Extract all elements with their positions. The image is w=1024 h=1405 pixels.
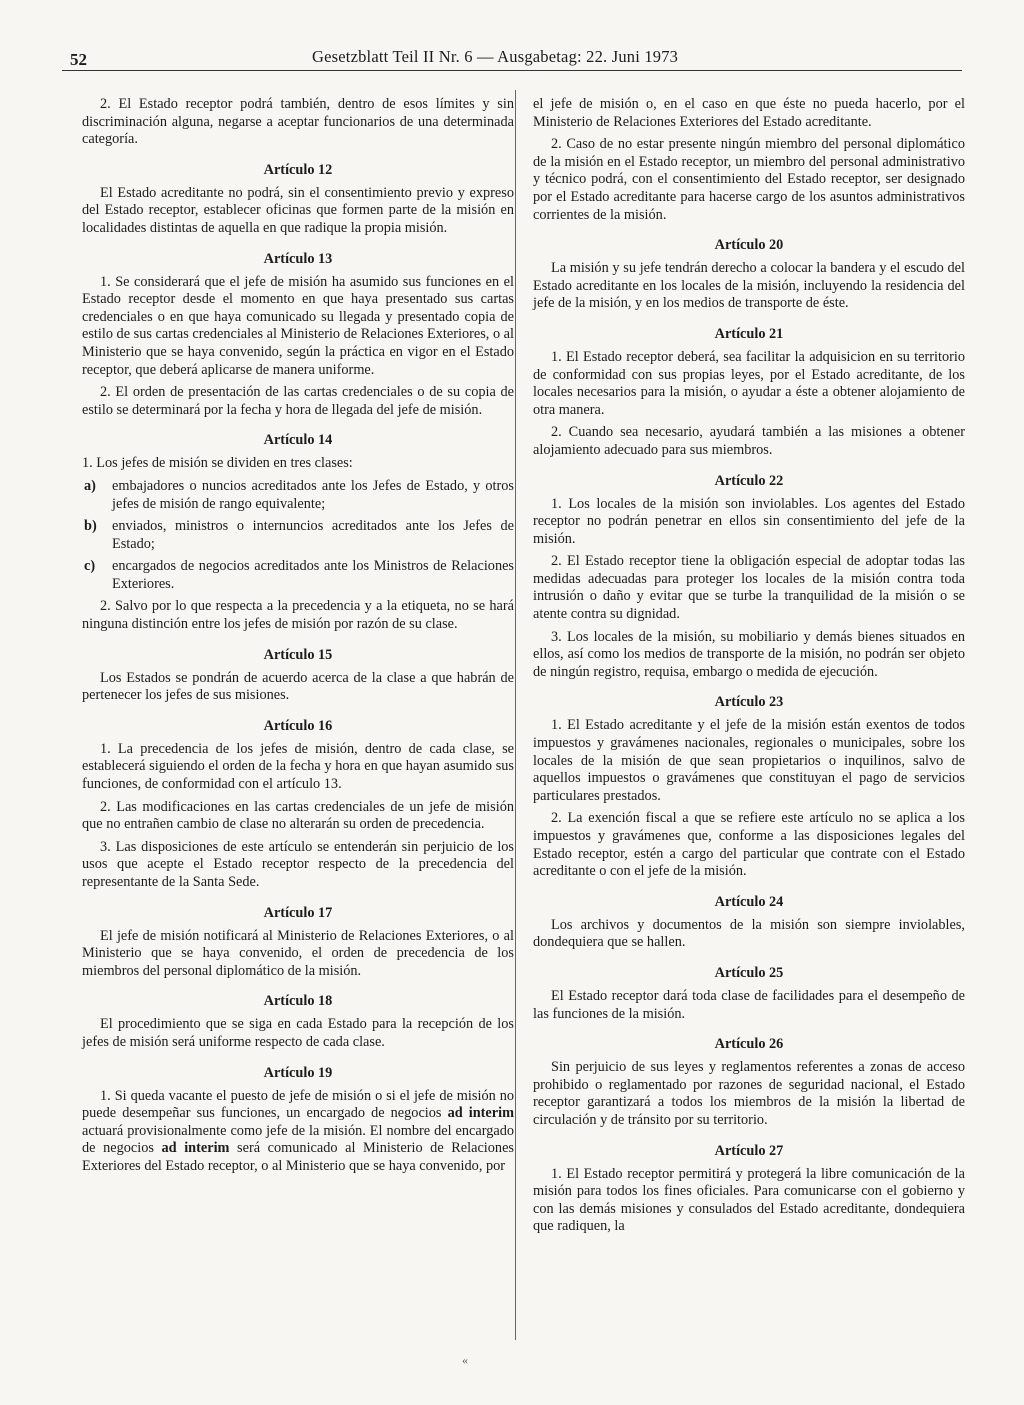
paragraph: El jefe de misión notificará al Ministerio de Relaciones Exteriores, o al Ministerio que se haya convenido, el orden de precedencia de los miembros del personal diplomático de la misión. xyxy=(82,927,514,979)
paragraph: Los Estados se pondrán de acuerdo acerca de la clase a que habrán de pertenecer los jefes de sus misiones. xyxy=(82,669,514,704)
paragraph: 2. El orden de presentación de las cartas credenciales o de su copia de estilo se determinará por la fecha y hora de llegada del jefe de misión. xyxy=(82,384,514,418)
list-item xyxy=(82,518,514,553)
paragraph: 2. El Estado receptor tiene la obligación especial de adoptar todas las medidas adecuadas para proteger los locales de la misión contra toda intrusión o daño y evitar que se turbe la tranquilidad de la misión o se atente contra su dignidad. xyxy=(533,553,965,623)
paragraph: La misión y su jefe tendrán derecho a colocar la bandera y el escudo del Estado acreditante en los locales de la misión, incluyendo la residencia del jefe de la misión, y en los medios de transporte de éste. xyxy=(533,260,965,312)
paragraph: 1. El Estado receptor deberá, sea facilitar la adquisicion en su territorio de conformidad con sus propias leyes, por el Estado acreditante, de los locales necesarios para la misión, o ayudar a éste a obtener alojamiento de otra manera. xyxy=(533,348,965,418)
paragraph: Los archivos y documentos de la misión son siempre inviolables, dondequiera que se hallen. xyxy=(533,916,965,951)
list-text: enviados, ministros o internuncios acreditados ante los Jefes de Estado; xyxy=(112,518,514,552)
column-divider xyxy=(515,90,516,1340)
paragraph: 1. La precedencia de los jefes de misión, dentro de cada clase, se establecerá siguiendo el orden de la fecha y hora en que hayan asumido sus funciones, de conformidad con el artículo 13. xyxy=(82,740,514,793)
paragraph: 2. Cuando sea necesario, ayudará también a las misiones a obtener alojamiento adecuado para sus miembros. xyxy=(533,424,965,458)
paragraph: 1. Los locales de la misión son inviolables. Los agentes del Estado receptor no podrán penetrar en ellos sin consentimiento del jefe de la misión. xyxy=(533,495,965,547)
article-heading: Artículo 17 xyxy=(263,904,333,921)
list-item xyxy=(82,558,514,593)
list-label: b) xyxy=(84,518,97,535)
article-heading: Artículo 18 xyxy=(263,993,333,1010)
paragraph: 1. Se considerará que el jefe de misión ha asumido sus funciones en el Estado receptor desde el momento en que haya presentado sus cartas credenciales o en que haya comunicado su llegada y presentado copia de estilo de sus cartas credenciales al Ministerio de Relaciones Exteriores, o al Ministerio que se haya convenido, según la práctica en vigor en el Estado receptor, que deberá aplicarse de manera uniforme. xyxy=(82,273,514,378)
article-heading: Artículo 13 xyxy=(263,250,333,267)
paragraph: 2. Caso de no estar presente ningún miembro del personal diplomático de la misión en el Estado receptor, un miembro del personal administrativo y técnico podrá, con el consentimiento del Estado receptor, ser designado por el Estado acreditante para hacerse cargo de los asuntos administrativos corrientes de la misión. xyxy=(533,136,965,223)
article-heading: Artículo 24 xyxy=(714,893,784,910)
bold-term: ad interim xyxy=(161,1140,230,1157)
article-heading: Artículo 12 xyxy=(263,161,333,178)
list-item xyxy=(82,478,514,513)
text-run: actuará provisionalmente como jefe de la misión. El nombre del encargado de negocios xyxy=(82,1122,514,1157)
paragraph: El procedimiento que se siga en cada Estado para la recepción de los jefes de misión será uniforme respecto de cada clase. xyxy=(82,1016,514,1050)
article-heading: Artículo 21 xyxy=(714,325,784,342)
list-text: embajadores o nuncios acreditados ante los Jefes de Estado, y otros jefes de misión de rango equivalente; xyxy=(112,477,514,512)
footer-mark: « xyxy=(462,1353,468,1367)
paragraph: 2. El Estado receptor podrá también, dentro de esos límites y sin discriminación alguna, negarse a aceptar funcionarios de una determinada categoría. xyxy=(82,96,514,148)
left-column xyxy=(82,96,514,1181)
paragraph: 1. El Estado acreditante y el jefe de la misión están exentos de todos impuestos y gravámenes nacionales, regionales o municipales, sobre los locales de la misión de que sean propietarios o inquilinos, salvo de aquellos impuestos o gravámenes que constituyan el pago de servicios particulares prestados. xyxy=(533,717,965,804)
list-text: encargados de negocios acreditados ante los Ministros de Relaciones Exteriores. xyxy=(112,558,514,592)
page-header xyxy=(62,44,962,71)
list-label: c) xyxy=(84,558,96,575)
paragraph: 1. Los jefes de misión se dividen en tres clases: xyxy=(82,455,353,472)
article-heading: Artículo 14 xyxy=(263,432,333,449)
gazette-title: Gesetzblatt Teil II Nr. 6 — Ausgabetag: 22. Juni 1973 xyxy=(312,47,679,66)
article-heading: Artículo 27 xyxy=(714,1142,784,1159)
paragraph: 1. El Estado receptor permitirá y protegerá la libre comunicación de la misión para todos los fines oficiales. Para comunicarse con el gobierno y con las demás misiones y consulados del Estado acreditante, dondequiera que radiquen, la xyxy=(533,1165,965,1235)
article-heading: Artículo 19 xyxy=(263,1064,333,1081)
page-number: 52 xyxy=(70,50,87,69)
paragraph: El Estado receptor dará toda clase de facilidades para el desempeño de las funciones de la misión. xyxy=(533,987,965,1022)
list-label: a) xyxy=(84,477,96,494)
paragraph: el jefe de misión o, en el caso en que éste no pueda hacerlo, por el Ministerio de Relaciones Exteriores del Estado acreditante. xyxy=(533,96,965,130)
paragraph xyxy=(82,1088,514,1176)
article-heading: Artículo 25 xyxy=(714,964,784,981)
paragraph: 2. Las modificaciones en las cartas credenciales de un jefe de misión que no entrañen cambio de clase no alterarán su orden de precedencia. xyxy=(82,798,514,833)
text-run: será comunicado al Ministerio de Relaciones Exteriores del Estado receptor, o al Ministerio que se haya convenido, por xyxy=(82,1140,514,1174)
paragraph: 3. Las disposiciones de este artículo se entenderán sin perjuicio de los usos que acepte el Estado receptor respecto de la precedencia del representante de la Santa Sede. xyxy=(82,838,514,890)
paragraph: 3. Los locales de la misión, su mobiliario y demás bienes situados en ellos, así como los medios de transporte de la misión, no podrán ser objeto de ningún registro, requisa, embargo o medida de ejecución. xyxy=(533,628,965,680)
article-heading: Artículo 26 xyxy=(714,1036,784,1053)
paragraph: Sin perjuicio de sus leyes y reglamentos referentes a zonas de acceso prohibido o reglamentado por razones de seguridad nacional, el Estado receptor garantizará a todos los miembros de la misión la libertad de circulación y de tránsito por su territorio. xyxy=(533,1059,965,1128)
article-heading: Artículo 22 xyxy=(714,472,784,489)
paragraph: 2. Salvo por lo que respecta a la precedencia y a la etiqueta, no se hará ninguna distinción entre los jefes de misión por razón de su clase. xyxy=(82,598,514,633)
paragraph: 2. La exención fiscal a que se refiere este artículo no se aplica a los impuestos y gravámenes que, conforme a las disposiciones legales del Estado receptor, estén a cargo del particular que contrate con el Estado acreditante o con el jefe de la misión. xyxy=(533,810,965,880)
paragraph: El Estado acreditante no podrá, sin el consentimiento previo y expreso del Estado receptor, establecer oficinas que formen parte de la misión en localidades distintas de aquella en que radique la propia misión. xyxy=(82,184,514,236)
article-heading: Artículo 20 xyxy=(714,237,784,254)
bold-term: ad interim xyxy=(447,1105,514,1122)
article-heading: Artículo 15 xyxy=(263,646,333,663)
text-run: 1. Si queda vacante el puesto de jefe de misión o si el jefe de misión no puede desempeñar sus funciones, un encargado de negocios xyxy=(82,1087,514,1122)
article-heading: Artículo 23 xyxy=(714,694,784,711)
article-heading: Artículo 16 xyxy=(263,717,333,734)
right-column xyxy=(533,96,965,1241)
